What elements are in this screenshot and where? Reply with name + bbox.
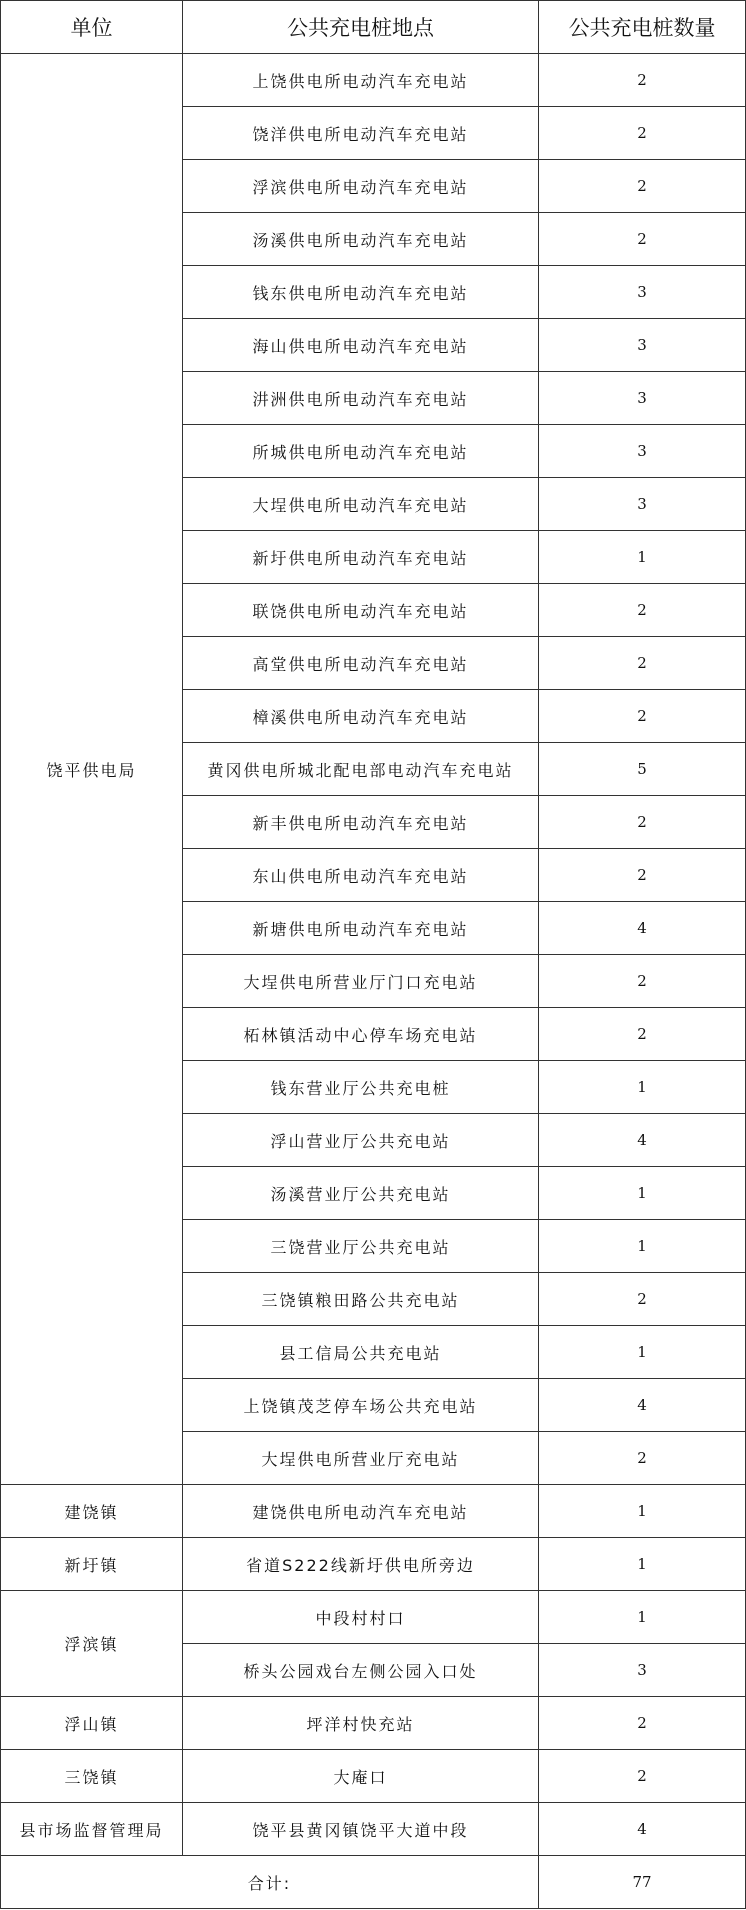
location-cell: 浮滨供电所电动汽车充电站 <box>183 160 539 213</box>
location-cell: 大埕供电所营业厅充电站 <box>183 1432 539 1485</box>
count-cell: 2 <box>539 1697 746 1750</box>
location-cell: 钱东供电所电动汽车充电站 <box>183 266 539 319</box>
location-cell: 三饶镇粮田路公共充电站 <box>183 1273 539 1326</box>
count-cell: 2 <box>539 54 746 107</box>
count-cell: 1 <box>539 1167 746 1220</box>
count-cell: 2 <box>539 637 746 690</box>
count-cell: 4 <box>539 902 746 955</box>
count-cell: 2 <box>539 1432 746 1485</box>
location-cell: 县工信局公共充电站 <box>183 1326 539 1379</box>
count-cell: 2 <box>539 849 746 902</box>
total-value: 77 <box>539 1856 746 1909</box>
count-cell: 2 <box>539 584 746 637</box>
location-cell: 汫洲供电所电动汽车充电站 <box>183 372 539 425</box>
unit-cell: 县市场监督管理局 <box>1 1803 183 1856</box>
location-cell: 大庵口 <box>183 1750 539 1803</box>
count-cell: 2 <box>539 1273 746 1326</box>
count-cell: 4 <box>539 1803 746 1856</box>
count-cell: 3 <box>539 372 746 425</box>
count-cell: 3 <box>539 266 746 319</box>
table-row <box>1 1697 746 1750</box>
location-cell: 海山供电所电动汽车充电站 <box>183 319 539 372</box>
total-row <box>1 1856 746 1909</box>
location-cell: 柘林镇活动中心停车场充电站 <box>183 1008 539 1061</box>
count-cell: 3 <box>539 319 746 372</box>
table-row <box>1 1750 746 1803</box>
count-cell: 1 <box>539 1061 746 1114</box>
count-cell: 1 <box>539 1220 746 1273</box>
header-unit: 单位 <box>1 1 183 54</box>
count-cell: 3 <box>539 1644 746 1697</box>
unit-cell: 新圩镇 <box>1 1538 183 1591</box>
location-cell: 樟溪供电所电动汽车充电站 <box>183 690 539 743</box>
location-cell: 饶洋供电所电动汽车充电站 <box>183 107 539 160</box>
location-cell: 大埕供电所营业厅门口充电站 <box>183 955 539 1008</box>
count-cell: 2 <box>539 690 746 743</box>
location-cell: 三饶营业厅公共充电站 <box>183 1220 539 1273</box>
table-body <box>1 54 746 1856</box>
count-cell: 1 <box>539 1326 746 1379</box>
location-cell: 黄冈供电所城北配电部电动汽车充电站 <box>183 743 539 796</box>
header-location: 公共充电桩地点 <box>183 1 539 54</box>
location-cell: 上饶镇茂芝停车场公共充电站 <box>183 1379 539 1432</box>
location-cell: 浮山营业厅公共充电站 <box>183 1114 539 1167</box>
table-row <box>1 54 746 107</box>
location-cell: 联饶供电所电动汽车充电站 <box>183 584 539 637</box>
count-cell: 1 <box>539 1538 746 1591</box>
count-cell: 2 <box>539 160 746 213</box>
location-cell: 东山供电所电动汽车充电站 <box>183 849 539 902</box>
location-cell: 汤溪供电所电动汽车充电站 <box>183 213 539 266</box>
count-cell: 2 <box>539 955 746 1008</box>
count-cell: 2 <box>539 213 746 266</box>
location-cell: 新圩供电所电动汽车充电站 <box>183 531 539 584</box>
unit-cell: 建饶镇 <box>1 1485 183 1538</box>
table-header-row <box>1 1 746 54</box>
location-cell: 汤溪营业厅公共充电站 <box>183 1167 539 1220</box>
table-row <box>1 1485 746 1538</box>
total-label: 合计: <box>1 1856 539 1909</box>
unit-cell: 浮滨镇 <box>1 1591 183 1697</box>
unit-cell: 浮山镇 <box>1 1697 183 1750</box>
unit-cell: 饶平供电局 <box>1 54 183 1485</box>
location-cell: 大埕供电所电动汽车充电站 <box>183 478 539 531</box>
location-cell: 桥头公园戏台左侧公园入口处 <box>183 1644 539 1697</box>
location-cell: 新塘供电所电动汽车充电站 <box>183 902 539 955</box>
count-cell: 5 <box>539 743 746 796</box>
count-cell: 1 <box>539 531 746 584</box>
count-cell: 2 <box>539 796 746 849</box>
location-cell: 坪洋村快充站 <box>183 1697 539 1750</box>
location-cell: 上饶供电所电动汽车充电站 <box>183 54 539 107</box>
count-cell: 3 <box>539 478 746 531</box>
table-row <box>1 1538 746 1591</box>
location-cell: 新丰供电所电动汽车充电站 <box>183 796 539 849</box>
table-row <box>1 1591 746 1644</box>
unit-cell: 三饶镇 <box>1 1750 183 1803</box>
table-row <box>1 1803 746 1856</box>
header-count: 公共充电桩数量 <box>539 1 746 54</box>
location-cell: 所城供电所电动汽车充电站 <box>183 425 539 478</box>
location-cell: 钱东营业厅公共充电桩 <box>183 1061 539 1114</box>
location-cell: 中段村村口 <box>183 1591 539 1644</box>
count-cell: 1 <box>539 1485 746 1538</box>
count-cell: 3 <box>539 425 746 478</box>
count-cell: 2 <box>539 1750 746 1803</box>
count-cell: 2 <box>539 107 746 160</box>
count-cell: 1 <box>539 1591 746 1644</box>
location-cell: 饶平县黄冈镇饶平大道中段 <box>183 1803 539 1856</box>
count-cell: 2 <box>539 1008 746 1061</box>
location-cell: 高堂供电所电动汽车充电站 <box>183 637 539 690</box>
location-cell: 省道S222线新圩供电所旁边 <box>183 1538 539 1591</box>
count-cell: 4 <box>539 1114 746 1167</box>
location-cell: 建饶供电所电动汽车充电站 <box>183 1485 539 1538</box>
count-cell: 4 <box>539 1379 746 1432</box>
